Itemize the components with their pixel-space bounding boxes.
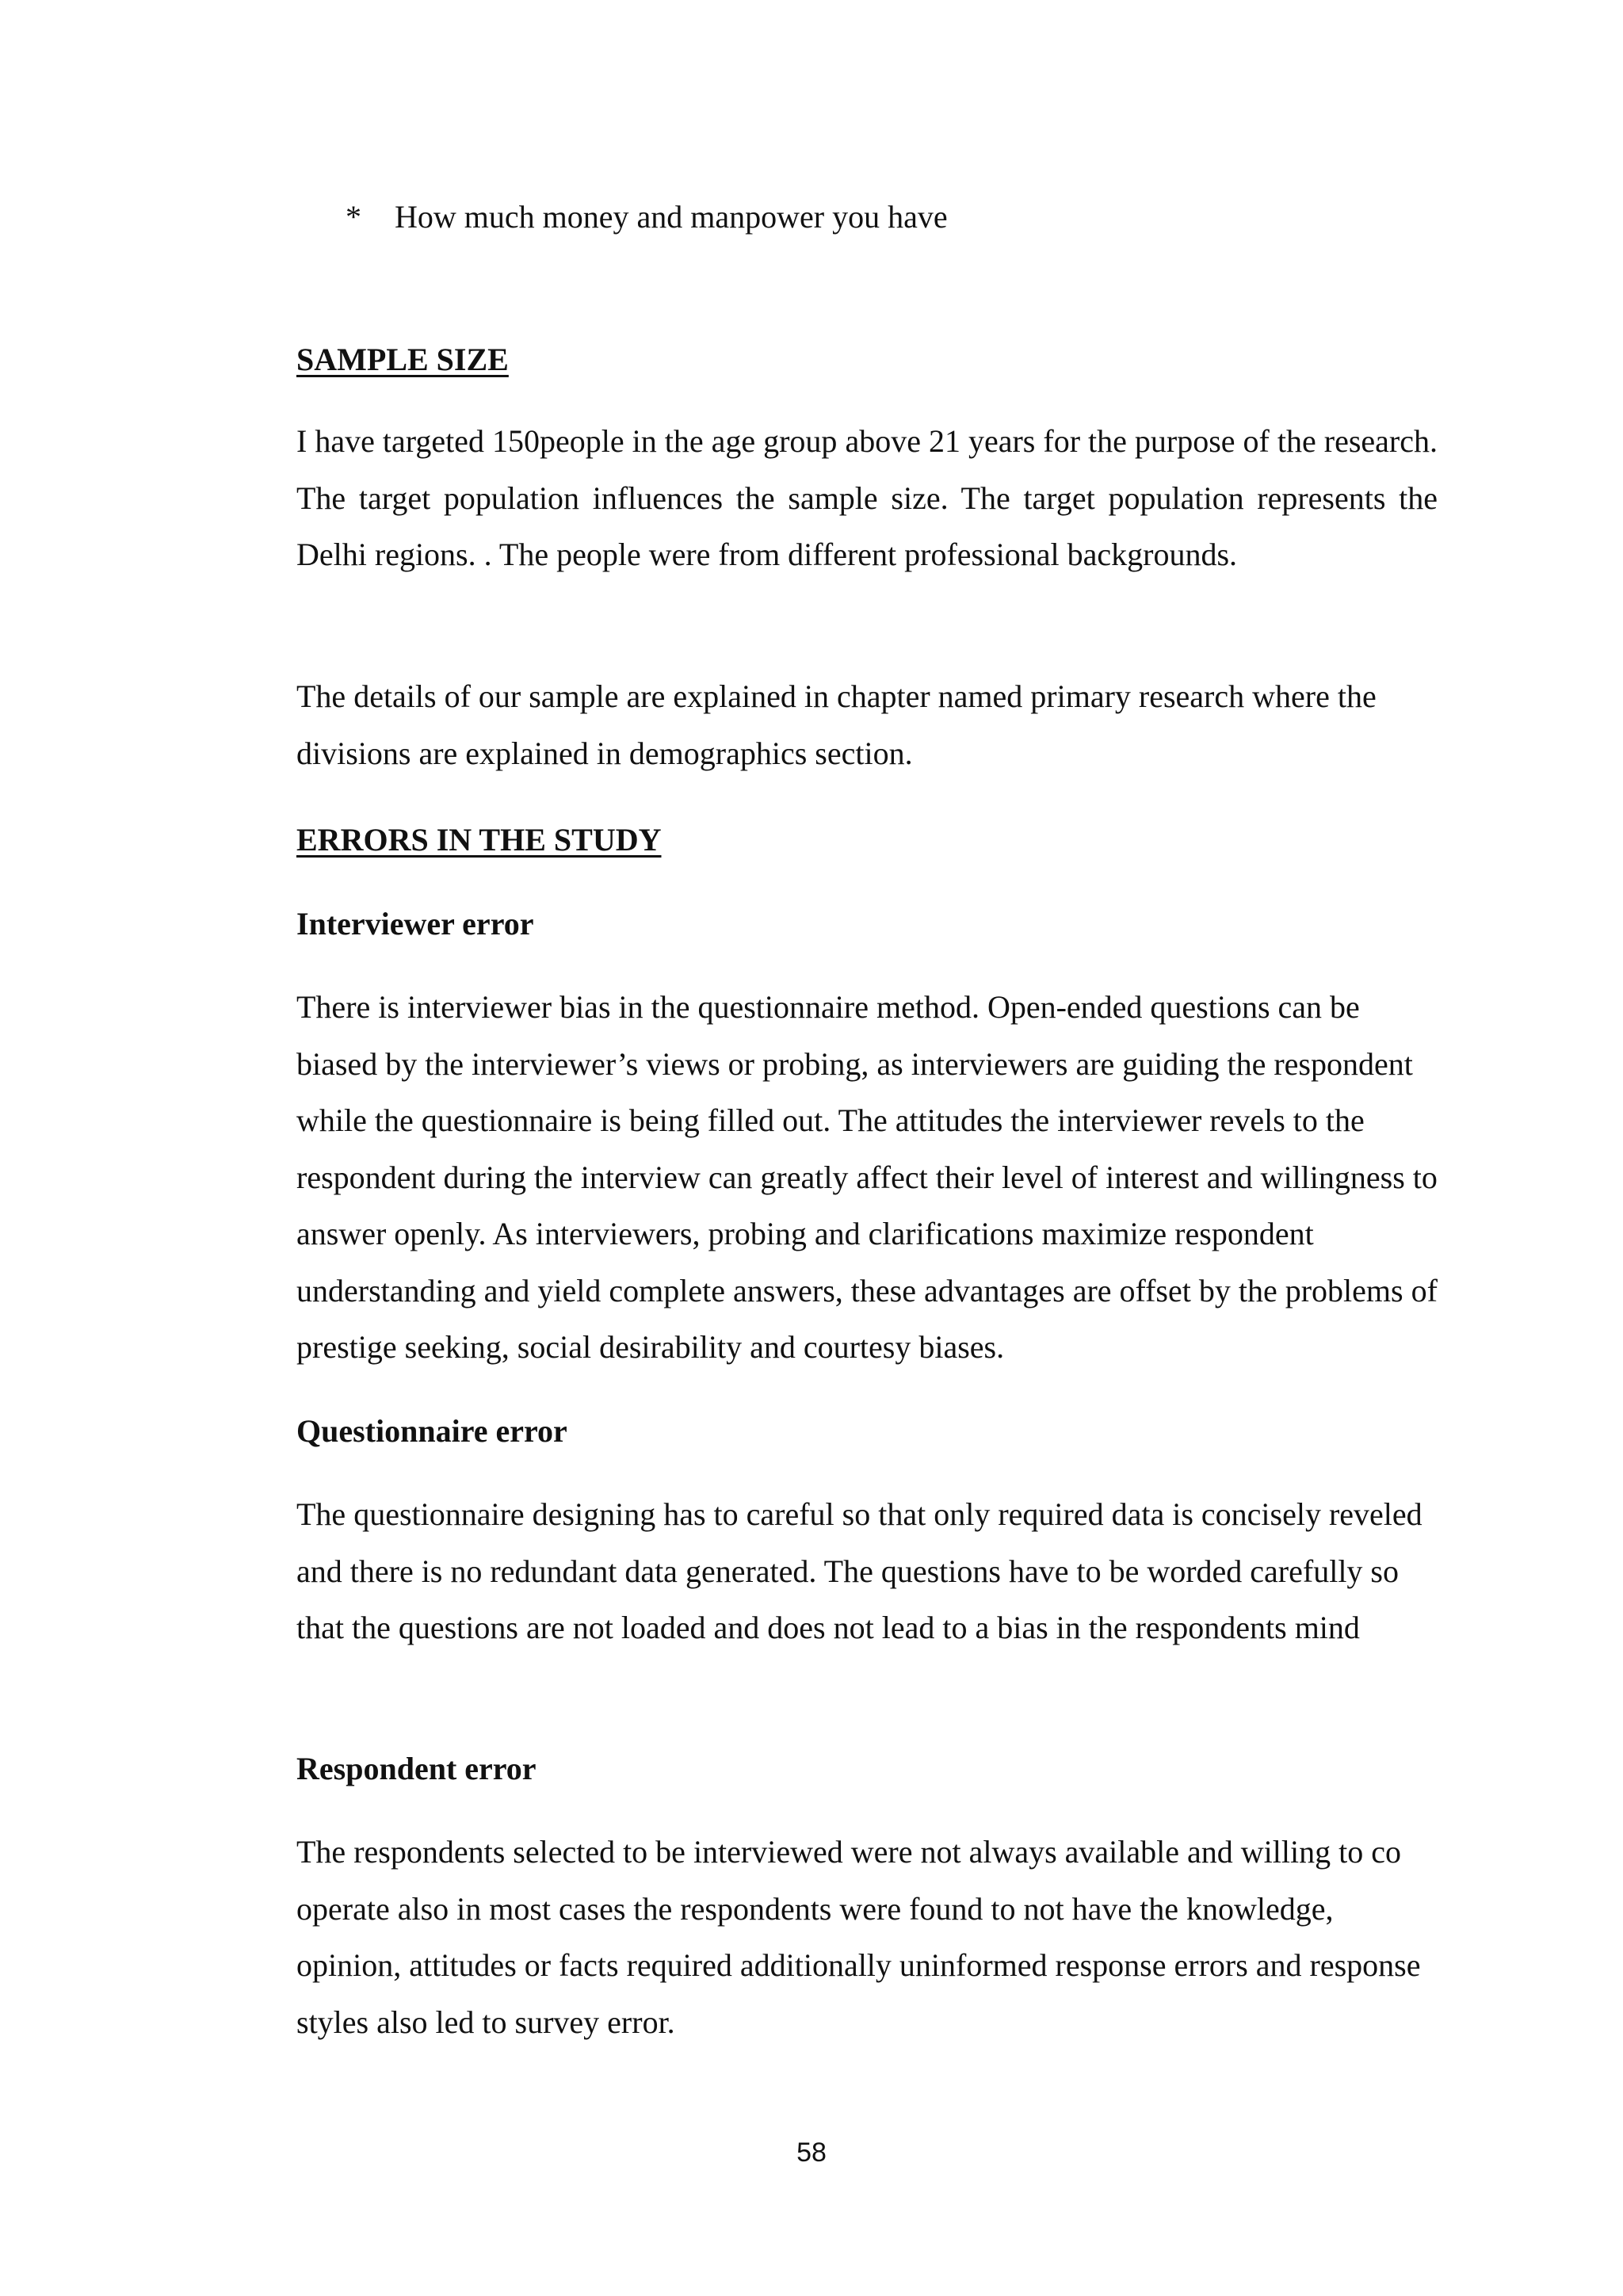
bullet-marker: *: [346, 199, 361, 235]
interviewer-error-title: Interviewer error: [296, 906, 534, 942]
questionnaire-error-body: The questionnaire designing has to careful so that only required data is concisely reveled and there is no redundant data generated. The questions have to be worded carefully so that the questions are not loaded and does not lead to a bias in the respondents mind: [296, 1496, 1423, 1645]
interviewer-error-body: There is interviewer bias in the questionnaire method. Open-ended questions can be biased by the interviewer’s views or probing, as interviewers are guiding the respondent while the questionnaire is being filled out. The attitudes the interviewer revels to the respondent during the interview can greatly affect their level of interest and willingness to answer openly. As interviewers, probing and clarifications maximize respondent understanding and yield complete answers, these advantages are offset by the problems of prestige seeking, social desirability and courtesy biases.: [296, 989, 1438, 1365]
sample-size-paragraph-1: I have targeted 150people in the age group above 21 years for the purpose of the research. The target population influences the sample size. The target population represents the Delhi regions. . The people were from different professional backgrounds.: [296, 423, 1438, 572]
bullet-item: [346, 195, 948, 239]
sample-size-heading: SAMPLE SIZE: [296, 342, 509, 377]
errors-heading: ERRORS IN THE STUDY: [296, 822, 662, 858]
questionnaire-error-title: Questionnaire error: [296, 1413, 567, 1449]
respondent-error-body: The respondents selected to be interviewed were not always available and willing to co operate also in most cases the respondents were found to not have the knowledge, opinion, attitudes or facts required additionally uninformed response errors and response styles also led to survey error.: [296, 1834, 1421, 2040]
page-number: 58: [796, 2137, 827, 2168]
respondent-error-title: Respondent error: [296, 1751, 537, 1786]
bullet-text: How much money and manpower you have: [395, 199, 948, 235]
sample-size-paragraph-2: The details of our sample are explained in chapter named primary research where the divisions are explained in demographics section.: [296, 678, 1377, 771]
